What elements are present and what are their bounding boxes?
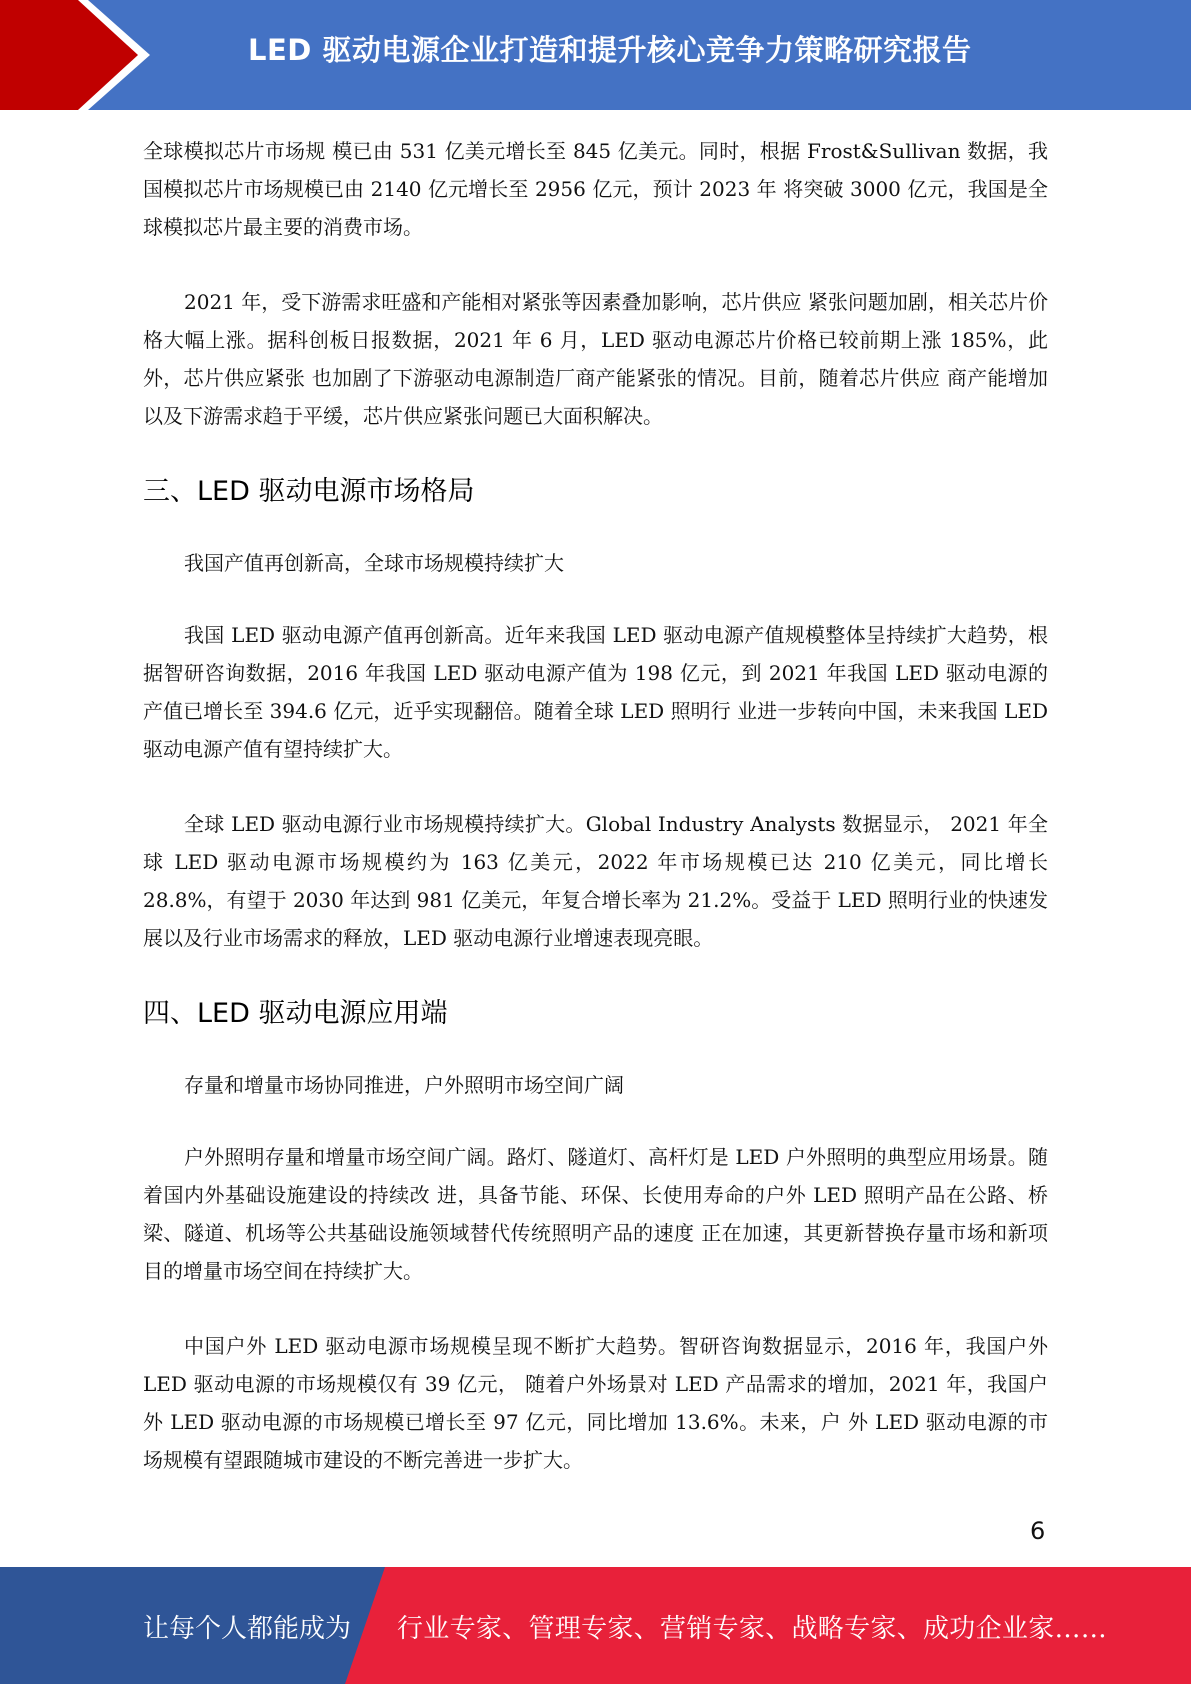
paragraph-global-market: 全球 LED 驱动电源行业市场规模持续扩大。Global Industry Analysts 数据显示， 2021 年全球 LED 驱动电源市场规模约为 163 亿美元，2022 年市场规模已达 210 亿美元，同比增长 28.8%，有望于 2030 年达到 981 亿美元，年复合增长率为 21.2%。受益于 LED 照明行业的快速发展以及行业市场需求的释放，LED 驱动电源行业增速表现亮眼。: [143, 812, 1048, 950]
page-header: [0, 0, 1191, 110]
page-footer: [0, 1567, 1191, 1684]
header-title: LED 驱动电源企业打造和提升核心竞争力策略研究报告: [248, 33, 972, 67]
paragraph-outdoor-lighting: 户外照明存量和增量市场空间广阔。路灯、隧道灯、高杆灯是 LED 户外照明的典型应用场景。随着国内外基础设施建设的持续改 进，具备节能、环保、长使用寿命的户外 LED 照明产品在公路、桥梁、隧道、机场等公共基础设施领域替代传统照明产品的速度 正在加速，其更新替换存量市场和新项目的增量市场空间在持续扩大。: [143, 1145, 1048, 1283]
footer-slogan-right: 行业专家、管理专家、营销专家、战略专家、成功企业家……: [397, 1614, 1108, 1644]
paragraph-domestic-output: 我国 LED 驱动电源产值再创新高。近年来我国 LED 驱动电源产值规模整体呈持续扩大趋势，根据智研咨询数据，2016 年我国 LED 驱动电源产值为 198 亿元，到 2021 年我国 LED 驱动电源的产值已增长至 394.6 亿元，近乎实现翻倍。随着全球 LED 照明行 业进一步转向中国，未来我国 LED 驱动电源产值有望持续扩大。: [143, 623, 1048, 761]
paragraph-analog-chip-market: 全球模拟芯片市场规 模已由 531 亿美元增长至 845 亿美元。同时，根据 Frost&Sullivan 数据，我国模拟芯片市场规模已由 2140 亿元增长至 2956 亿元，预计 2023 年 将突破 3000 亿元，我国是全球模拟芯片最主要的消费市场。: [143, 139, 1048, 239]
footer-slogan-left: 让每个人都能成为: [143, 1614, 352, 1644]
subheading-output-value: 我国产值再创新高，全球市场规模持续扩大: [184, 551, 564, 575]
section-title-applications: 四、LED 驱动电源应用端: [143, 998, 448, 1029]
report-body: [143, 132, 1048, 1516]
subheading-outdoor-lighting: 存量和增量市场协同推进，户外照明市场空间广阔: [184, 1073, 624, 1097]
paragraph-chip-supply: 2021 年，受下游需求旺盛和产能相对紧张等因素叠加影响，芯片供应 紧张问题加剧，相关芯片价格大幅上涨。据科创板日报数据，2021 年 6 月，LED 驱动电源芯片价格已较前期上涨 185%，此外，芯片供应紧张 也加剧了下游驱动电源制造厂商产能紧张的情况。目前，随着芯片供应 商产能增加以及下游需求趋于平缓，芯片供应紧张问题已大面积解决。: [143, 290, 1048, 428]
page-number: 6: [1030, 1517, 1046, 1545]
section-title-market-structure: 三、LED 驱动电源市场格局: [143, 476, 475, 507]
paragraph-outdoor-driver-market: 中国户外 LED 驱动电源市场规模呈现不断扩大趋势。智研咨询数据显示，2016 年，我国户外 LED 驱动电源的市场规模仅有 39 亿元， 随着户外场景对 LED 产品需求的增加，2021 年，我国户外 LED 驱动电源的市场规模已增长至 97 亿元，同比增加 13.6%。未来，户 外 LED 驱动电源的市场规模有望跟随城市建设的不断完善进一步扩大。: [143, 1334, 1048, 1472]
